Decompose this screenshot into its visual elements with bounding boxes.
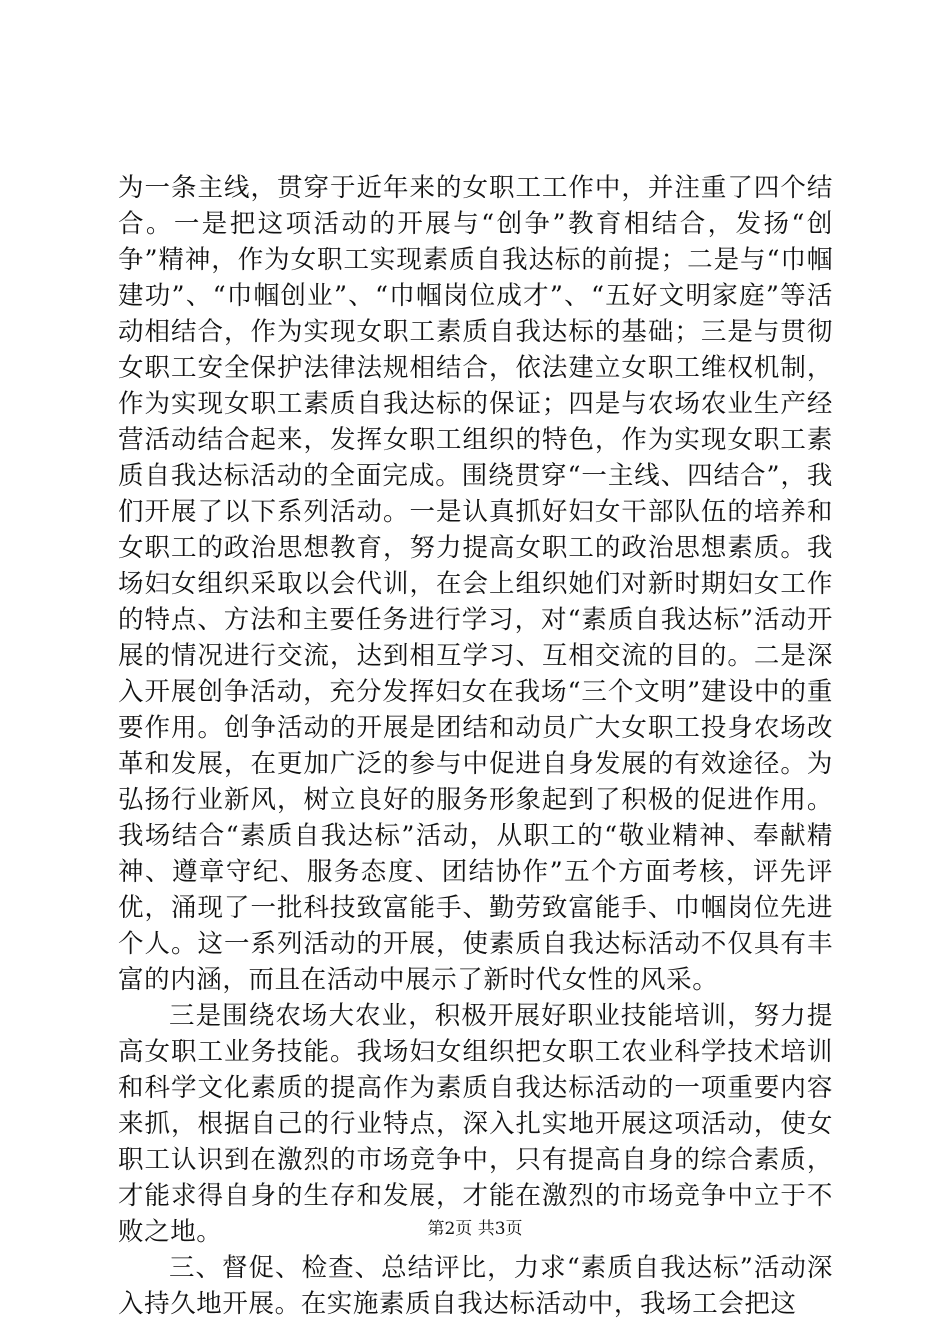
paragraph-section-three: 三、督促、检查、总结评比，力求“素质自我达标”活动深入持久地开展。在实施素质自我达标活动中，我场工会把这 [118,1253,833,1319]
paragraph-continuation: 为一条主线，贯穿于近年来的女职工工作中，并注重了四个结合。一是把这项活动的开展与“创争”教育相结合，发扬“创争”精神，作为女职工实现素质自我达标的前提；二是与“巾帼建功”、“巾帼创业”、“巾帼岗位成才”、“五好文明家庭”等活动相结合，作为实现女职工素质自我达标的基础；三是与贯彻女职工安全保护法律法规相结合，依法建立女职工维权机制，作为实现女职工素质自我达标的保证；四是与农场农业生产经营活动结合起来，发挥女职工组织的特色，作为实现女职工素质自我达标活动的全面完成。围绕贯穿“一主线、四结合”，我们开展了以下系列活动。一是认真抓好妇女干部队伍的培养和女职工的政治思想教育，努力提高女职工的政治思想素质。我场妇女组织采取以会代训，在会上组织她们对新时期妇女工作的特点、方法和主要任务进行学习，对“素质自我达标”活动开展的情况进行交流，达到相互学习、互相交流的目的。二是深入开展创争活动，充分发挥妇女在我场“三个文明”建设中的重要作用。创争活动的开展是团结和动员广大女职工投身农场改革和发展，在更加广泛的参与中促进自身发展的有效途径。为弘扬行业新风，树立良好的服务形象起到了积极的促进作用。我场结合“素质自我达标”活动，从职工的“敬业精神、奉献精神、遵章守纪、服务态度、团结协作”五个方面考核，评先评优，涌现了一批科技致富能手、勤劳致富能手、巾帼岗位先进个人。这一系列活动的开展，使素质自我达标活动不仅具有丰富的内涵，而且在活动中展示了新时代女性的风采。 [118,173,833,995]
document-body [118,170,833,1322]
paragraph-vocational-training: 三是围绕农场大农业，积极开展好职业技能培训，努力提高女职工业务技能。我场妇女组织把女职工农业科学技术培训和科学文化素质的提高作为素质自我达标活动的一项重要内容来抓，根据自己的行业特点，深入扎实地开展这项活动，使女职工认识到在激烈的市场竞争中，只有提高自身的综合素质，才能求得自身的生存和发展，才能在激烈的市场竞争中立于不败之地。 [118,1001,833,1247]
page-number-footer: 第2页 共3页 [427,1219,523,1239]
